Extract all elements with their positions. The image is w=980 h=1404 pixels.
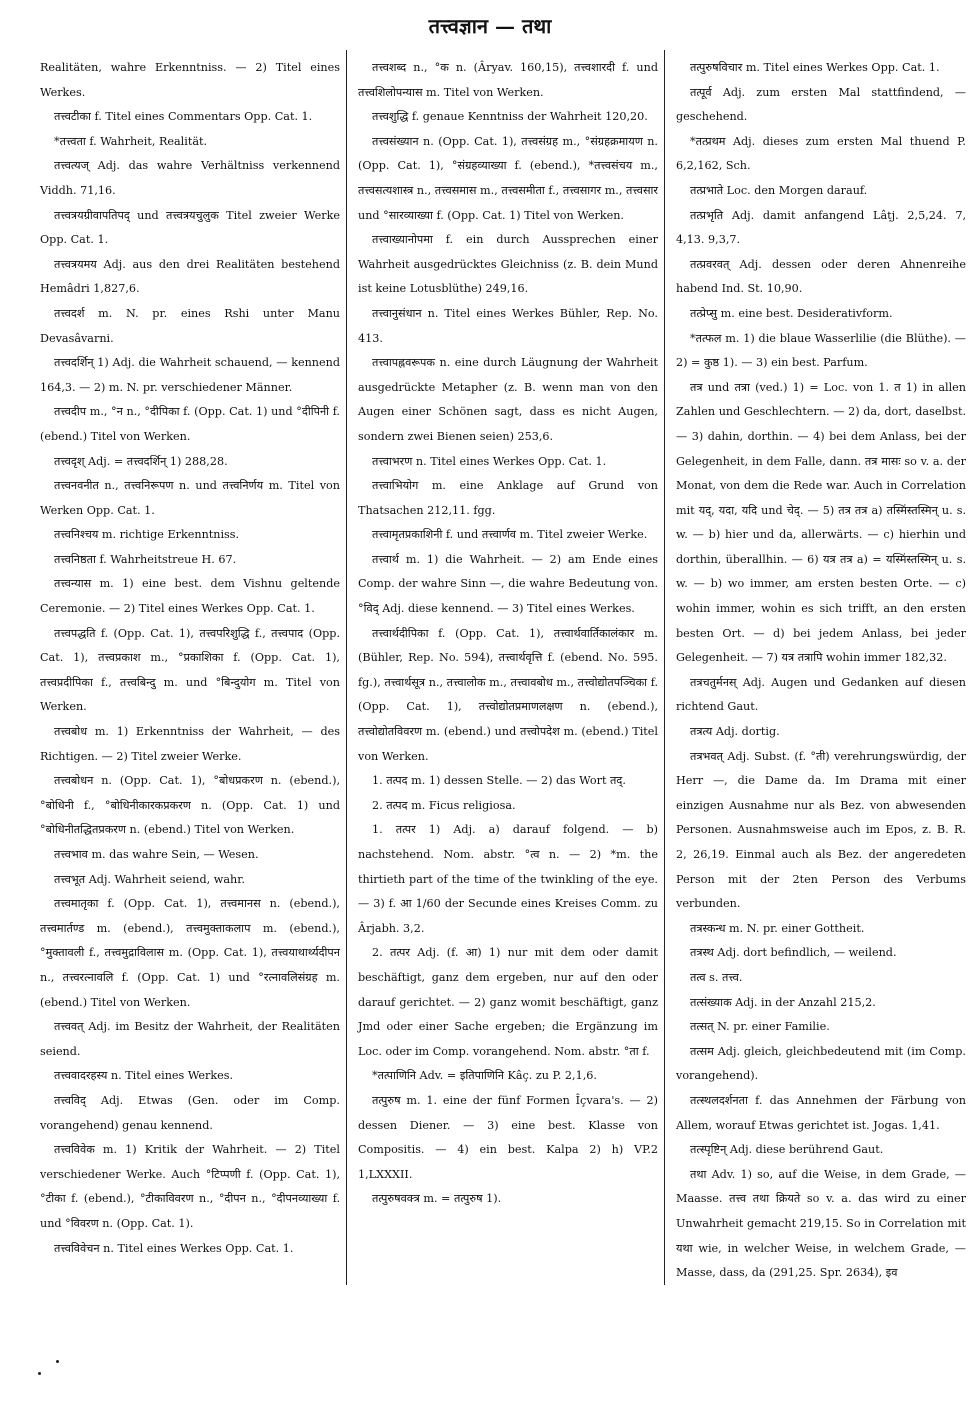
dictionary-entry: 1. तत्पद m. 1) dessen Stelle. — 2) das Wort तद्. bbox=[372, 774, 626, 788]
dictionary-entry: तत्त्वनिश्चय m. richtige Erkenntniss. bbox=[54, 528, 240, 542]
dictionary-entry: तत्त्वन्यास m. 1) eine best. dem Vishnu geltende Ceremonie. — 2) Titel eines Werkes Opp. Cat. 1. bbox=[40, 577, 340, 616]
dictionary-entry: तत्रचतुर्मनस् Adj. Augen und Gedanken auf diesen richtend Gaut. bbox=[676, 675, 966, 714]
dictionary-entry: तत्त्वबोध m. 1) Erkenntniss der Wahrheit, — des Richtigen. — 2) Titel zweier Werke. bbox=[40, 725, 340, 763]
dictionary-entry: तत्त्वपद्धति f. (Opp. Cat. 1), तत्त्वपरिशुद्धि f., तत्त्वपाद (Opp. Cat. 1), तत्त्वप्रकाश m., °प्रकाशिका f. (Opp. Cat. 1), तत्त्वप्रदीपिका f., तत्त्वबिन्दु m. und °बिन्दुयोग m. Titel von Werken. bbox=[40, 626, 340, 714]
dictionary-entry: तत्त्वशब्द n., °क n. (Âryav. 160,15), तत्त्वशारदी f. und तत्त्वशिलोपन्यास m. Titel von Werken. bbox=[358, 61, 658, 99]
dictionary-entry: तत्त्वविवेक m. 1) Kritik der Wahrheit. — 2) Titel verschiedener Werke. Auch °टिप्पणी f. (Opp. Cat. 1), °टीका f. (ebend.), °टीकाविवरण n., °दीपन n., °दीपनव्याख्या f. und °विवरण n. (Opp. Cat. 1). bbox=[40, 1143, 340, 1230]
dictionary-entry: तत्त्वामृतप्रकाशिनी f. und तत्त्वार्णव m. Titel zweier Werke. bbox=[372, 528, 648, 542]
dictionary-entry: तत्प्रेप्सु m. eine best. Desiderativform. bbox=[690, 306, 893, 320]
dictionary-entry: तत्त्वानुसंधान n. Titel eines Werkes Bühler, Rep. No. 413. bbox=[358, 306, 658, 345]
dictionary-entry: 1. तत्पर 1) Adj. a) darauf folgend. — b) nachstehend. Nom. abstr. °त्व n. — 2) *m. the thirtieth part of the time of the twinkling of the eye. — 3) f. आ 1/60 der Secunde eines Kreises Comm. zu Ârjabh. 3,2. bbox=[358, 823, 658, 935]
dictionary-entry: तत्रत्य Adj. dortig. bbox=[690, 725, 780, 739]
stray-mark bbox=[38, 1372, 41, 1375]
dictionary-entry: *तत्प्रथम Adj. dieses zum ersten Mal thuend P. 6,2,162, Sch. bbox=[676, 134, 966, 173]
dictionary-entry: तत्रस्थ Adj. dort befindlich, — weilend. bbox=[690, 946, 897, 960]
column-left bbox=[40, 56, 340, 1261]
dictionary-entry: तत्प्रवरवत् Adj. dessen oder deren Ahnenreihe habend Ind. St. 10,90. bbox=[676, 257, 966, 296]
dictionary-entry: तत्त्वनवनीत n., तत्त्वनिरूपण n. und तत्त्वनिर्णय m. Titel von Werken Opp. Cat. 1. bbox=[40, 479, 340, 517]
dictionary-entry: तत्त्वदर्शिन् 1) Adj. die Wahrheit schauend, — kennend 164,3. — 2) m. N. pr. verschiedener Männer. bbox=[40, 356, 340, 394]
dictionary-entry: तत्प्रभृति Adj. damit anfangend Lâṭj. 2,5,24. 7, 4,13. 9,3,7. bbox=[676, 208, 966, 247]
dictionary-entry: तत्त्वदीप m., °न n., °दीपिका f. (Opp. Cat. 1) und °दीपिनी f. (ebend.) Titel von Werken. bbox=[40, 405, 340, 443]
dictionary-entry: तत्त्वटीका f. Titel eines Commentars Opp. Cat. 1. bbox=[54, 110, 313, 124]
column-divider bbox=[346, 50, 347, 1285]
dictionary-entry: तत्त्वार्थदीपिका f. (Opp. Cat. 1), तत्त्वार्थवार्तिकालंकार m. (Bühler, Rep. No. 594), तत्त्वार्थवृत्ति f. (ebend. No. 595. fg.), तत्त्वार्थसूत्र n., तत्त्वालोक m., तत्त्वावबोध m., तत्त्वोद्योतपञ्चिका f. (Opp. Cat. 1), तत्त्वोद्योतप्रमाणलक्षण n. (ebend.), तत्त्वोद्योतविवरण m. (ebend.) und तत्त्वोपदेश m. (ebend.) Titel von Werken. bbox=[358, 626, 658, 763]
dictionary-entry: तत्त्वाभियोग m. eine Anklage auf Grund von Thatsachen 212,11. fgg. bbox=[358, 479, 658, 517]
dictionary-entry: तत्त्वाख्यानोपमा f. ein durch Aussprechen einer Wahrheit ausgedrücktes Gleichniss (z. B. dein Mund ist keine Lotusblüthe) 249,16. bbox=[358, 233, 658, 296]
page-header: तत्त्वज्ञान — तथा bbox=[428, 14, 552, 38]
dictionary-entry: तत्सम Adj. gleich, gleichbedeutend mit (im Comp. vorangehend). bbox=[676, 1044, 966, 1083]
dictionary-entry: तत्संख्याक Adj. in der Anzahl 215,2. bbox=[690, 995, 876, 1009]
dictionary-entry: तत्त्वापह्नवरूपक n. eine durch Läugnung der Wahrheit ausgedrückte Metapher (z. B. wenn man von den Augen einer Schönen sagt, dass es nicht Augen, sondern zwei Bienen seien) 253,6. bbox=[358, 356, 658, 443]
dictionary-entry: Realitäten, wahre Erkenntniss. — 2) Titel eines Werkes. bbox=[40, 61, 340, 99]
dictionary-entry: तत्त्वाभरण n. Titel eines Werkes Opp. Cat. 1. bbox=[372, 454, 607, 468]
column-middle bbox=[358, 56, 658, 1212]
dictionary-entry: तत्प्रभाते Loc. den Morgen darauf. bbox=[690, 183, 868, 197]
column-divider bbox=[664, 50, 665, 1285]
dictionary-entry: *तत्फल m. 1) die blaue Wasserlilie (die Blüthe). — 2) = कुष्ठ 1). — 3) ein best. Parfum. bbox=[676, 331, 966, 370]
dictionary-entry: तत्रभवत् Adj. Subst. (f. °ती) verehrungswürdig, der Herr —, die Dame da. Im Drama mit einer einzigen Ausnahme nur als Bez. von abwesenden Personen. Ausnahmsweise auch im Epos, z. B. R. 2, 26,19. Einmal auch als Bez. der angeredeten Person mit der 2ten Person des Verbums verbunden. bbox=[676, 749, 966, 911]
dictionary-entry: तत्सत् N. pr. einer Familie. bbox=[690, 1020, 830, 1034]
dictionary-entry: तत्पुरुषविचार m. Titel eines Werkes Opp. Cat. 1. bbox=[690, 61, 940, 74]
dictionary-entry: तत्स्पृष्टिन् Adj. diese berührend Gaut. bbox=[690, 1143, 884, 1157]
dictionary-entry: तत्त्वदर्श m. N. pr. eines Rshi unter Manu Devasâvarni. bbox=[40, 306, 340, 345]
dictionary-entry: तत्त्वभूत Adj. Wahrheit seiend, wahr. bbox=[54, 872, 245, 886]
dictionary-entry: तत्व s. तत्त्व. bbox=[690, 970, 743, 984]
dictionary-entry: तत्त्वबोधन n. (Opp. Cat. 1), °बोधप्रकरण n. (ebend.), °बोधिनी f., °बोधिनीकारकप्रकरण n. (Opp. Cat. 1) und °बोधिनीतद्धितप्रकरण n. (ebend.) Titel von Werken. bbox=[40, 774, 340, 837]
dictionary-entry: तत्त्वविवेचन n. Titel eines Werkes Opp. Cat. 1. bbox=[54, 1241, 294, 1255]
stray-mark bbox=[56, 1360, 59, 1363]
dictionary-entry: तत्पुरुषवक्त्र m. = तत्पुरुष 1). bbox=[372, 1192, 502, 1206]
dictionary-entry: तत्त्ववत् Adj. im Besitz der Wahrheit, der Realitäten seiend. bbox=[40, 1020, 340, 1058]
dictionary-entry: तत्त्वदृश् Adj. = तत्त्वदर्शिन् 1) 288,28. bbox=[54, 454, 228, 468]
dictionary-entry: 2. तत्पर Adj. (f. आ) 1) nur mit dem oder damit beschäftigt, ganz dem ergeben, nur auf den oder darauf gerichtet. — 2) ganz womit beschäftigt, ganz Jmd oder einer Sache ergeben; die Ergänzung im Loc. oder im Comp. vorangehend. Nom. abstr. °ता f. bbox=[358, 946, 658, 1058]
dictionary-entry: तत्रस्कन्ध m. N. pr. einer Gottheit. bbox=[690, 921, 865, 935]
dictionary-entry: तत्त्वशुद्धि f. genaue Kenntniss der Wahrheit 120,20. bbox=[372, 110, 648, 124]
dictionary-entry: तत्त्वविद् Adj. Etwas (Gen. oder im Comp. vorangehend) genau kennend. bbox=[40, 1093, 340, 1132]
dictionary-entry: तत्पुरुष m. 1. eine der fünf Formen Îçvara's. — 2) dessen Diener. — 3) eine best. Klasse von Compositis. — 4) ein best. Kalpa 2) h) VP.2 1,LXXXII. bbox=[358, 1093, 658, 1181]
dictionary-entry: तथा Adv. 1) so, auf die Weise, in dem Grade, — Maasse. तत्त्व तथा क्रियते so v. a. das wird zu einer Unwahrheit gemacht 219,15. So in Correlation mit यथा wie, in welcher Weise, in welchem Grade, — Masse, dass, da (291,25. Spr. 2634), इव bbox=[676, 1167, 966, 1280]
dictionary-entry: तत्स्थलदर्शनता f. das Annehmen der Färbung von Allem, worauf Etwas gerichtet ist. Jogas. 1,41. bbox=[676, 1093, 966, 1132]
dictionary-entry: तत्त्वत्यज् Adj. das wahre Verhältniss verkennend Viddh. 71,16. bbox=[40, 159, 340, 197]
dictionary-entry: तत्त्वत्रयमय Adj. aus den drei Realitäten bestehend Hemâdri 1,827,6. bbox=[40, 257, 340, 296]
dictionary-entry: तत्त्वभाव m. das wahre Sein, — Wesen. bbox=[54, 848, 259, 861]
dictionary-entry: 2. तत्पद m. Ficus religiosa. bbox=[372, 798, 516, 812]
dictionary-entry: *तत्त्वता f. Wahrheit, Realität. bbox=[54, 134, 208, 148]
dictionary-entry: तत्त्वनिष्ठता f. Wahrheitstreue H. 67. bbox=[54, 552, 237, 566]
dictionary-entry: *तत्पाणिनि Adv. = इतिपाणिनि Kâç. zu P. 2,1,6. bbox=[372, 1069, 597, 1083]
dictionary-entry: तत्त्वसंख्यान n. (Opp. Cat. 1), तत्त्वसंग्रह m., °संग्रहक्रमायण n. (Opp. Cat. 1), °संग्रहव्याख्या f. (ebend.), *तत्त्वसंचय m., तत्त्वसत्यशास्त्र n., तत्त्वसमास m., तत्त्वसमीता f., तत्त्वसागर m., तत्त्वसार und °सारव्याख्या f. (Opp. Cat. 1) Titel von Werken. bbox=[358, 134, 658, 222]
dictionary-entry: तत्पूर्व Adj. zum ersten Mal stattfindend, — geschehend. bbox=[676, 85, 966, 124]
dictionary-entry: तत्र und तत्रा (ved.) 1) = Loc. von 1. त 1) in allen Zahlen und Geschlechtern. — 2) da, dort, daselbst. — 3) dahin, dorthin. — 4) bei dem Anlass, bei der Gelegenheit, in dem Falle, dann. तत्र मासः so v. a. der Monat, von dem die Rede war. Auch in Correlation mit यद्, यदा, यदि und चेद्. — 5) तत्र तत्र a) तस्मिंस्तस्मिन् u. s. w. — b) hier und da, allerwärts. — c) hierhin und dorthin, überallhin. — 6) यत्र तत्र a) = यस्मिंस्तस्मिन् u. s. w. — b) wo immer, am ersten besten Orte. — c) wohin immer, wohin es sich trifft, an den ersten besten Ort. — d) bei jedem Anlass, bei jeder Gelegenheit. — 7) यत्र तत्रापि wohin immer 182,32. bbox=[676, 380, 966, 665]
dictionary-entry: तत्त्वत्रयग्रीवापतिपद् und तत्त्वत्रयचुलुक Titel zweier Werke Opp. Cat. 1. bbox=[40, 208, 340, 247]
dictionary-entry: तत्त्वमातृका f. (Opp. Cat. 1), तत्त्वमानस n. (ebend.), तत्त्वमार्तण्ड m. (ebend.), तत्त्वमुक्ताकलाप m. (ebend.), °मुक्तावली f., तत्त्वमुद्राविलास m. (Opp. Cat. 1), तत्त्वयाथार्थ्यदीपन n., तत्त्वरत्नावलि f. (Opp. Cat. 1) und °रत्नावलिसंग्रह m. (ebend.) Titel von Werken. bbox=[40, 897, 340, 1009]
column-right bbox=[676, 56, 966, 1286]
dictionary-entry: तत्त्वार्थ m. 1) die Wahrheit. — 2) am Ende eines Comp. der wahre Sinn —, die wahre Bedeutung von. °विद् Adj. diese kennend. — 3) Titel eines Werkes. bbox=[358, 552, 658, 616]
dictionary-entry: तत्त्ववादरहस्य n. Titel eines Werkes. bbox=[54, 1069, 234, 1083]
